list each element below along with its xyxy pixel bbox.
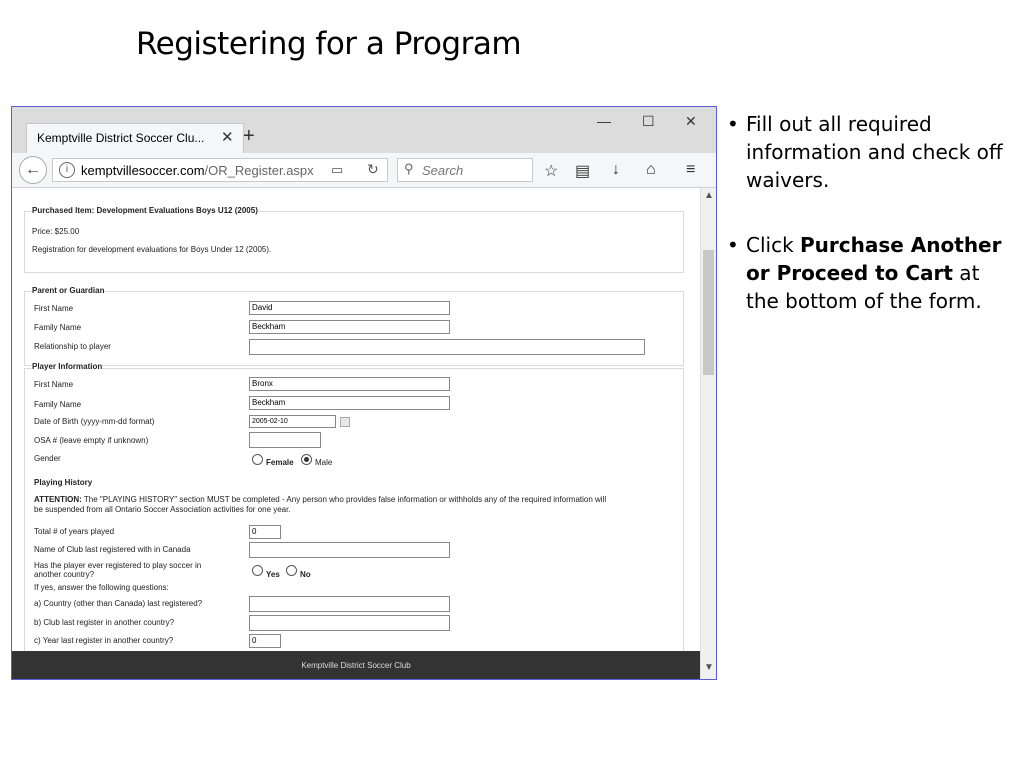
last-club-label: Name of Club last registered with in Canada xyxy=(34,545,191,554)
bullet-fill-out xyxy=(724,110,1014,194)
tab-close-icon[interactable]: ✕ xyxy=(221,129,234,146)
search-input[interactable] xyxy=(397,158,533,182)
info-icon[interactable]: i xyxy=(59,162,75,178)
gender-male-label: Male xyxy=(315,458,333,467)
page-footer xyxy=(12,651,700,679)
player-legend: Player Information xyxy=(32,362,103,371)
player-family-name-label: Family Name xyxy=(34,400,82,409)
browser-navbar xyxy=(12,153,716,188)
attention-bold: ATTENTION: xyxy=(34,495,82,504)
abroad-no-radio[interactable] xyxy=(286,565,297,576)
home-icon[interactable]: ⌂ xyxy=(646,161,656,178)
reload-icon[interactable]: ↻ xyxy=(367,161,379,177)
url-path: /OR_Register.aspx xyxy=(204,163,314,178)
parent-first-name-label: First Name xyxy=(34,304,74,313)
calendar-icon[interactable] xyxy=(340,417,350,427)
footer-text: Kemptville District Soccer Club xyxy=(301,661,411,670)
tab-title: Kemptville District Soccer Clu... xyxy=(37,131,205,145)
player-first-name-label: First Name xyxy=(34,380,74,389)
years-played-field[interactable]: 0 xyxy=(249,525,281,539)
abroad-label-2: another country? xyxy=(34,570,95,579)
star-icon[interactable]: ☆ xyxy=(544,163,559,180)
parent-family-name-label: Family Name xyxy=(34,323,82,332)
parent-first-name-field[interactable]: David xyxy=(249,301,450,315)
menu-icon[interactable]: ≡ xyxy=(686,161,696,178)
browser-tab[interactable] xyxy=(26,123,244,153)
purchased-item-fieldset xyxy=(24,211,684,273)
abroad-yes-label: Yes xyxy=(266,570,280,579)
back-arrow-icon[interactable]: ← xyxy=(19,156,47,184)
gender-female-radio[interactable] xyxy=(252,454,263,465)
bullet-text: Fill out all required information and check off waivers. xyxy=(746,112,1003,192)
player-first-name-field[interactable]: Bronx xyxy=(249,377,450,391)
scroll-up-icon[interactable]: ▲ xyxy=(704,190,714,201)
parent-legend: Parent or Guardian xyxy=(32,286,105,295)
abroad-yes-radio[interactable] xyxy=(252,565,263,576)
gender-female-label: Female xyxy=(266,458,294,467)
abroad-label: Has the player ever registered to play soccer in xyxy=(34,561,202,570)
last-club-field[interactable] xyxy=(249,542,450,558)
url-bar[interactable] xyxy=(52,158,388,182)
bullet-text-pre: Click xyxy=(746,233,801,257)
attention-text xyxy=(34,495,606,504)
close-window-button[interactable]: ✕ xyxy=(685,113,697,129)
dob-label: Date of Birth (yyyy-mm-dd format) xyxy=(34,417,155,426)
scroll-thumb[interactable] xyxy=(703,250,714,375)
search-placeholder: Search xyxy=(422,163,464,178)
player-family-name-field[interactable]: Beckham xyxy=(249,396,450,410)
osa-field[interactable] xyxy=(249,432,321,448)
price-text: Price: $25.00 xyxy=(32,227,80,236)
abroad-no-label: No xyxy=(300,570,311,579)
browser-titlebar xyxy=(12,107,716,153)
minimize-button[interactable]: — xyxy=(597,113,611,129)
page-content xyxy=(12,188,700,651)
year-abroad-field[interactable]: 0 xyxy=(249,634,281,648)
url-text xyxy=(81,163,314,178)
osa-label: OSA # (leave empty if unknown) xyxy=(34,436,149,445)
bullet-dot: • xyxy=(727,112,739,136)
purchase-description: Registration for development evaluations for Boys Under 12 (2005). xyxy=(32,245,272,254)
gender-male-radio[interactable] xyxy=(301,454,312,465)
country-field[interactable] xyxy=(249,596,450,612)
attention-text-2: be suspended from all Ontario Soccer Association activities for one year. xyxy=(34,505,291,514)
relationship-field[interactable] xyxy=(249,339,645,355)
playing-history-heading: Playing History xyxy=(34,478,93,487)
gender-label: Gender xyxy=(34,454,61,463)
search-icon: ⚲ xyxy=(404,161,414,176)
bullet-text-post: at the bottom of the form. xyxy=(746,261,982,313)
reader-view-icon[interactable]: ▭ xyxy=(331,162,344,177)
relationship-label: Relationship to player xyxy=(34,342,111,351)
bullet-dot: • xyxy=(727,233,739,257)
attention-body: The "PLAYING HISTORY" section MUST be completed - Any person who provides false information or withholds any of the required information will xyxy=(81,495,607,504)
download-icon[interactable]: ↓ xyxy=(612,161,620,178)
year-abroad-label: c) Year last register in another country? xyxy=(34,636,174,645)
url-host: kemptvillesoccer.com xyxy=(81,163,205,178)
new-tab-button[interactable]: + xyxy=(243,125,255,147)
dob-field[interactable]: 2005-02-10 xyxy=(249,415,336,428)
club-abroad-label: b) Club last register in another country? xyxy=(34,618,175,627)
maximize-button[interactable]: ☐ xyxy=(642,113,655,129)
country-label: a) Country (other than Canada) last registered? xyxy=(34,599,203,608)
browser-window xyxy=(11,106,717,680)
club-abroad-field[interactable] xyxy=(249,615,450,631)
bullet-click-purchase xyxy=(724,231,1014,315)
purchased-item-legend: Purchased Item: Development Evaluations Boys U12 (2005) xyxy=(32,206,258,215)
scroll-down-icon[interactable]: ▼ xyxy=(704,662,714,673)
parent-family-name-field[interactable]: Beckham xyxy=(249,320,450,334)
slide-title: Registering for a Program xyxy=(136,26,522,62)
if-yes-text: If yes, answer the following questions: xyxy=(34,583,169,592)
library-icon[interactable]: ▤ xyxy=(575,163,591,180)
years-played-label: Total # of years played xyxy=(34,527,115,536)
bullet-text-bold: Purchase Another or Proceed to Cart xyxy=(746,233,1002,285)
instruction-bullets xyxy=(724,110,1014,315)
vertical-scrollbar[interactable] xyxy=(700,188,716,679)
